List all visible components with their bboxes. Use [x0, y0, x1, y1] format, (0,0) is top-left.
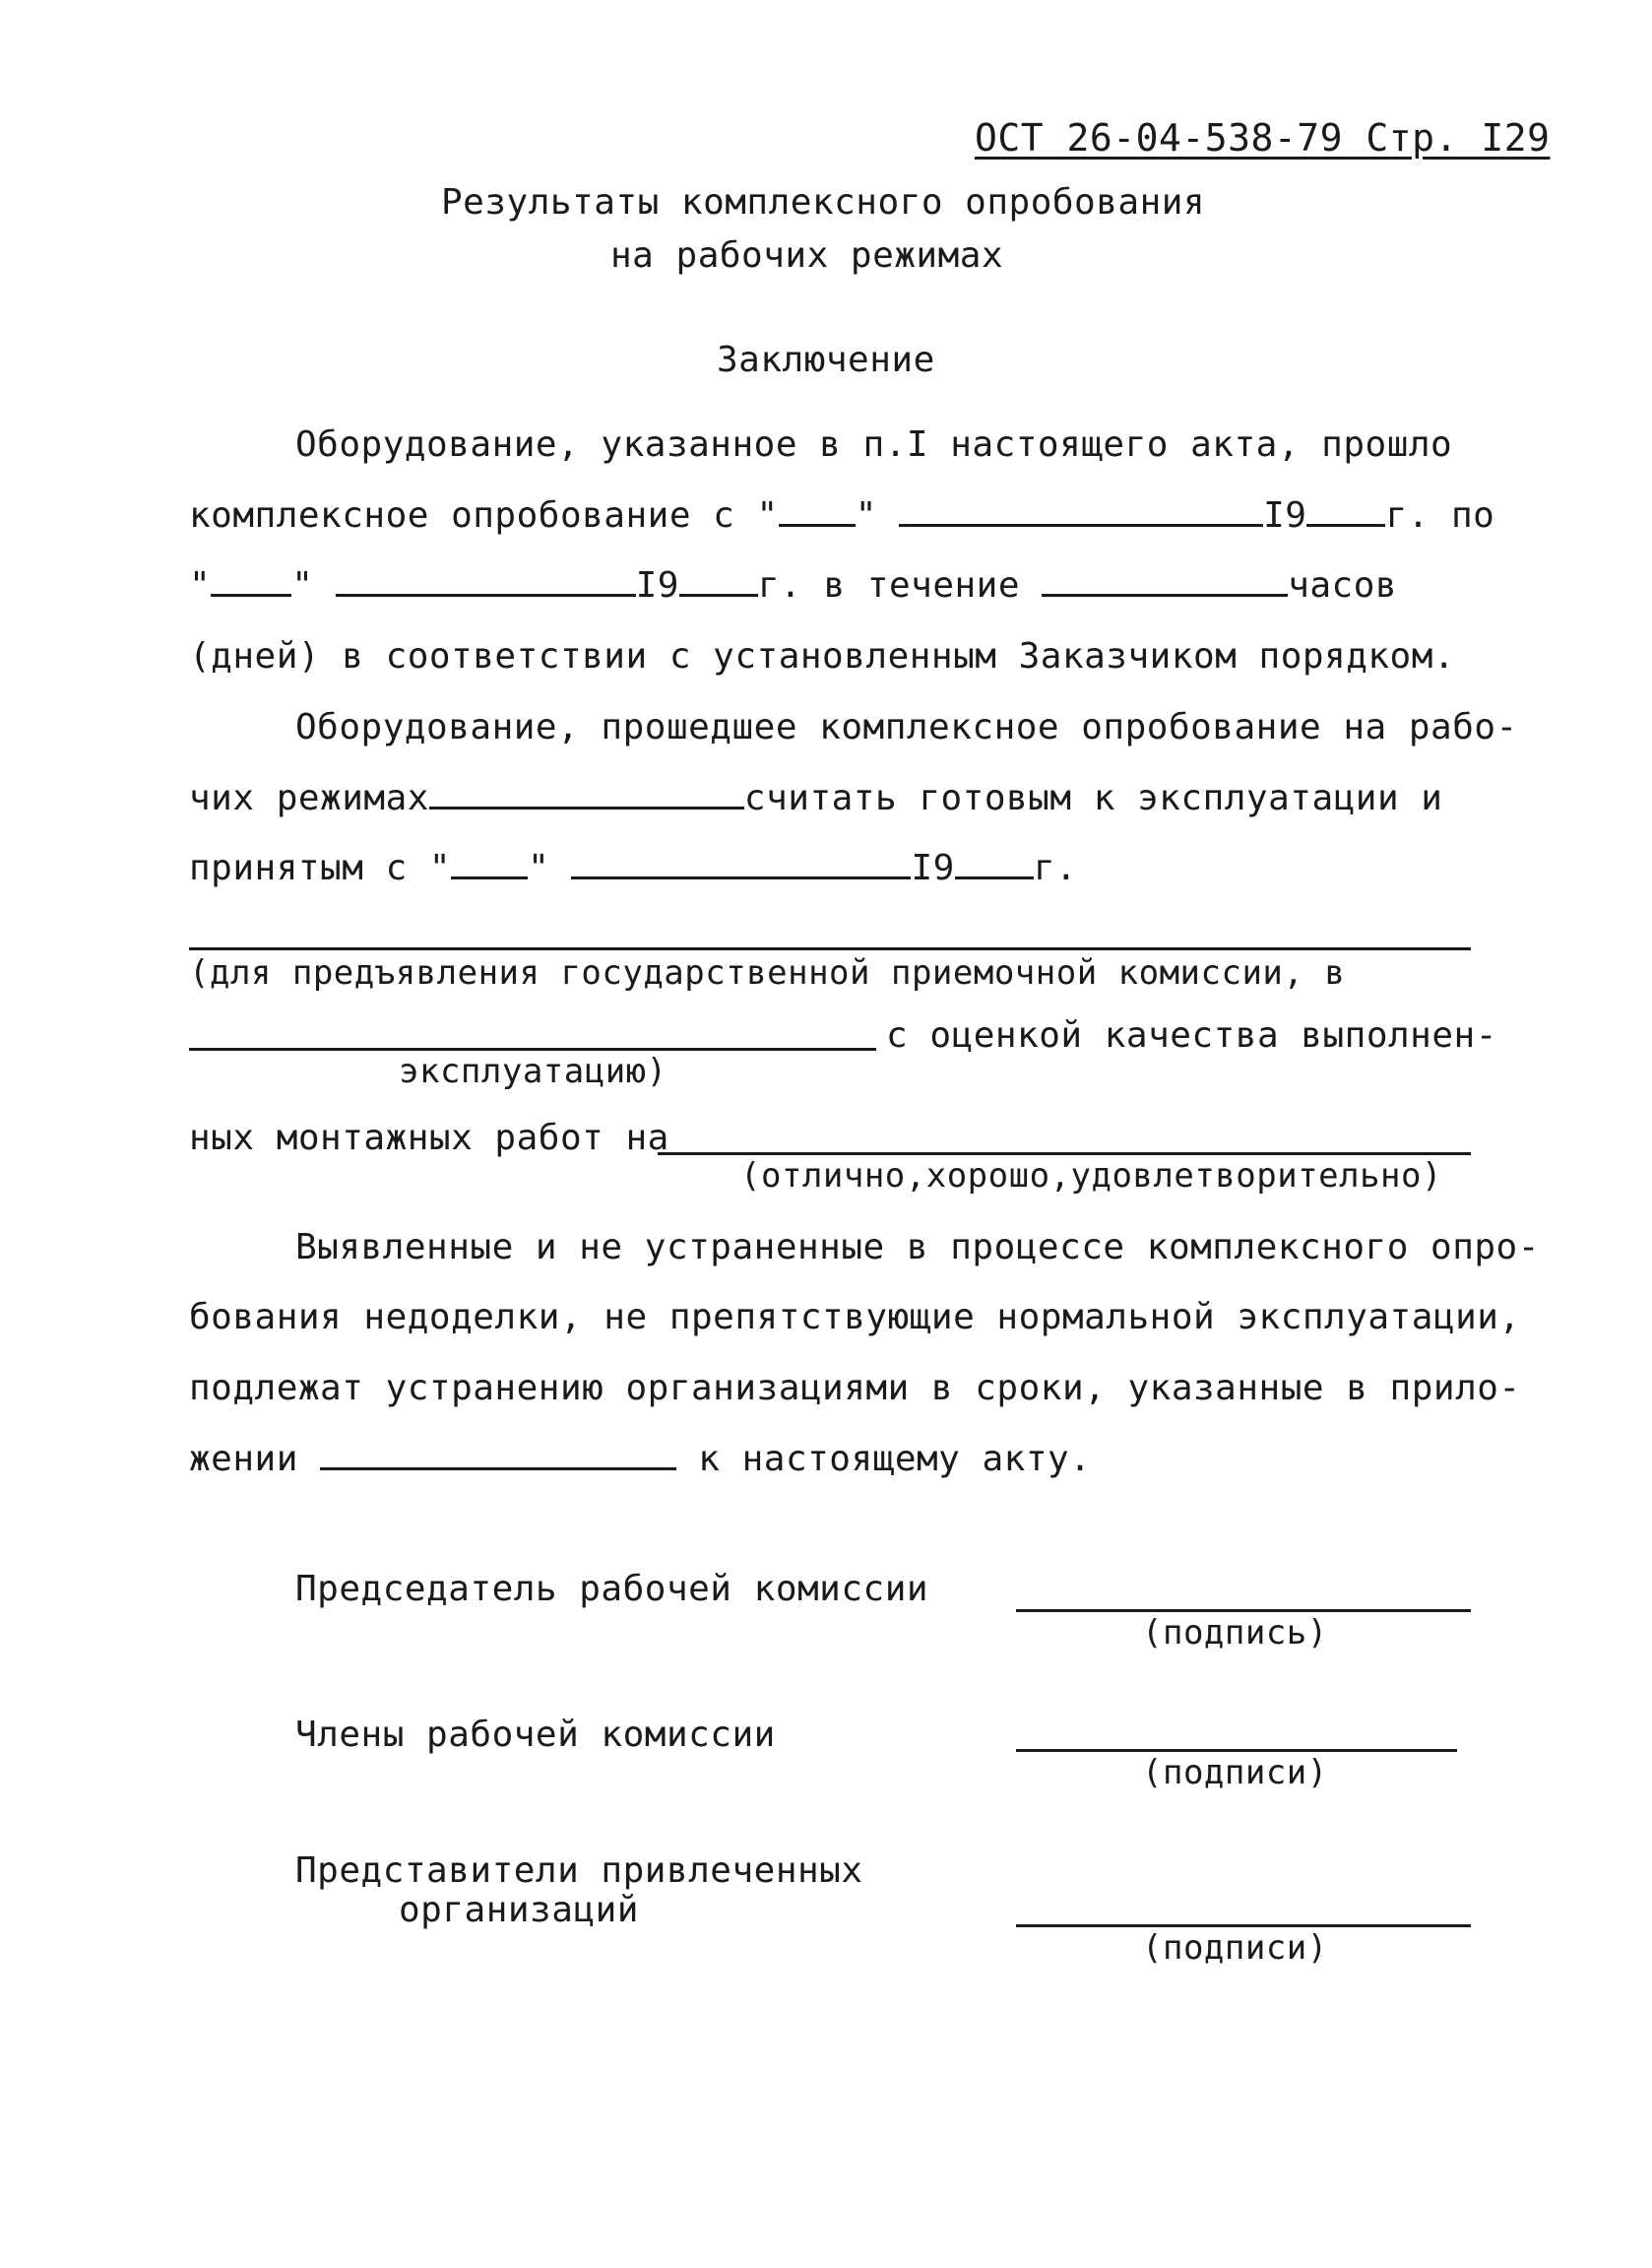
para3-line-3: ных монтажных работ на: [189, 1118, 669, 1158]
document-code: ОСТ 26-04-538-79 Стр. I29: [975, 116, 1551, 160]
title-line-2: на рабочих режимах: [610, 235, 1004, 276]
para1-line-3: " " I9 г. в течение часов: [189, 565, 1398, 606]
appendix-blank: [320, 1438, 676, 1470]
representatives-signature-caption: (подписи): [1142, 1928, 1328, 1968]
quality-note: (отлично,хорошо,удовлетворительно): [740, 1156, 1442, 1196]
para4-line-2: бования недоделки, не препятствующие нормальной эксплуатации,: [189, 1297, 1521, 1337]
representatives-label: Представители привлеченных: [295, 1850, 863, 1891]
chairman-label: Председатель рабочей комиссии: [295, 1569, 929, 1609]
para4-line-4: жении к настоящему акту.: [189, 1439, 1092, 1479]
para1-line-1: Оборудование, указанное в п.I настоящего акта, прошло: [295, 424, 1453, 465]
para2-line-3: принятым с " " I9 г.: [189, 848, 1078, 888]
duration-blank: [1042, 564, 1288, 597]
para2-line-2: чих режимах считать готовым к эксплуатации и: [189, 778, 1443, 818]
day-blank: [211, 564, 291, 597]
purpose-note: (для предъявления государственной приемочной комиссии, в: [189, 953, 1346, 993]
para2-line-1: Оборудование, прошедшее комплексное опробование на рабо-: [295, 707, 1518, 747]
month-blank: [571, 847, 911, 879]
year-blank: [955, 847, 1034, 879]
section-heading: Заключение: [717, 340, 935, 380]
title-line-1: Результаты комплексного опробования: [441, 182, 1206, 223]
para1-line-2: комплексное опробование с " " I9 г. по: [189, 495, 1495, 536]
para4-line-1: Выявленные и не устраненные в процессе комплексного опро-: [295, 1227, 1540, 1267]
rule-line: [189, 947, 1471, 950]
year-blank: [1306, 494, 1385, 527]
para1-line-4: (дней) в соответствии с установленным Заказчиком порядком.: [189, 636, 1456, 677]
year-blank: [679, 564, 758, 597]
modes-blank: [429, 777, 744, 810]
chairman-signature-caption: (подпись): [1142, 1613, 1328, 1652]
representatives-label-2: организаций: [399, 1890, 639, 1930]
day-blank: [451, 847, 528, 879]
members-signature-caption: (подписи): [1142, 1753, 1328, 1792]
day-blank: [779, 494, 856, 527]
members-label: Члены рабочей комиссии: [295, 1715, 776, 1755]
month-blank: [336, 564, 636, 597]
para4-line-3: подлежат устранению организациями в сроки, указанные в прило-: [189, 1368, 1521, 1408]
month-blank: [899, 494, 1263, 527]
para3-line-2: с оценкой качества выполнен-: [886, 1015, 1497, 1056]
exploitation-note: эксплуатацию): [399, 1052, 667, 1091]
